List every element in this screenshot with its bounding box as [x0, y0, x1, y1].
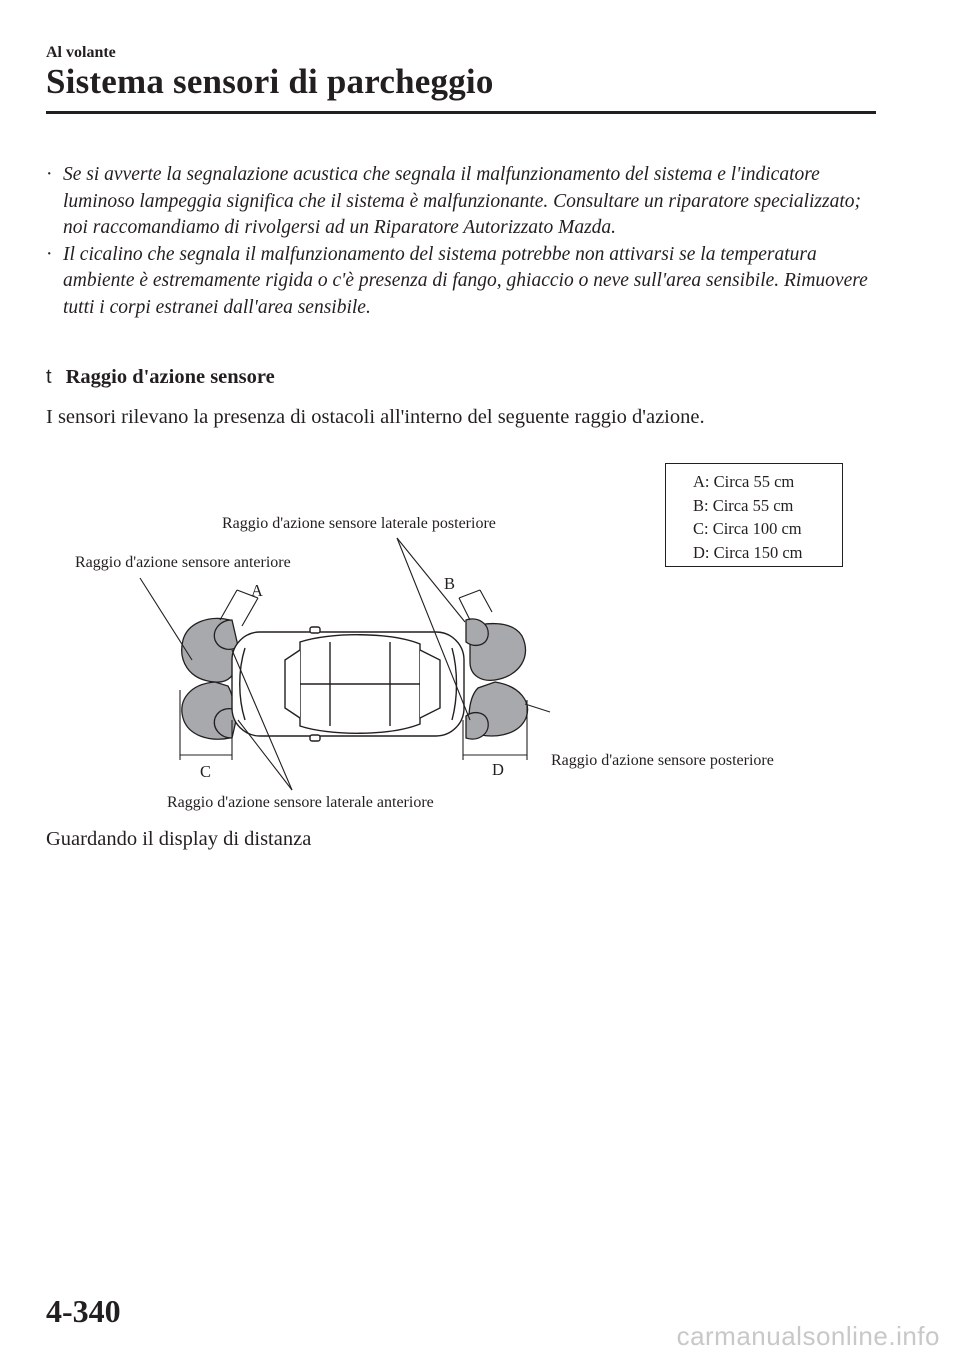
- subsection-heading: [46, 366, 275, 389]
- label-rear-range: Raggio d'azione sensore posteriore: [551, 752, 774, 769]
- note-text: Il cicalino che segnala il malfunzionamento del sistema potrebbe non attivarsi se la temperatura ambiente è estremamente rigida o c'è presenza di fango, ghiaccio o neve sull'area sensibile. Rimuovere tutti i corpi estranei dall'area sensibile.: [63, 243, 868, 318]
- rear-side-zone-upper: [466, 619, 488, 645]
- page-title: Sistema sensori di parcheggio: [46, 62, 494, 101]
- subsection-title: Raggio d'azione sensore: [65, 366, 275, 388]
- letter-a: A: [251, 581, 263, 600]
- letter-c: C: [200, 762, 212, 781]
- distance-display-caption: Guardando il display di distanza: [46, 828, 312, 850]
- note-item: [46, 162, 876, 242]
- intro-paragraph: I sensori rilevano la presenza di ostacoli all'interno del seguente raggio d'azione.: [46, 406, 705, 428]
- label-rear-side-range: Raggio d'azione sensore laterale posteriore: [222, 515, 496, 532]
- sensor-range-figure: [0, 450, 960, 830]
- label-front-side-range: Raggio d'azione sensore laterale anteriore: [167, 794, 434, 811]
- label-front-range: Raggio d'azione sensore anteriore: [75, 554, 291, 571]
- legend-item-d: D: Circa 150 cm: [693, 542, 803, 562]
- letter-b: B: [444, 574, 456, 593]
- legend-item-c: C: Circa 100 cm: [693, 519, 802, 538]
- car-outline: [232, 627, 464, 741]
- bullet: ·: [46, 243, 53, 265]
- subsection-marker: t: [46, 366, 52, 388]
- watermark: carmanualsonline.info: [676, 1321, 940, 1351]
- title-rule: [46, 111, 876, 114]
- letter-d: D: [492, 760, 504, 779]
- section-label: Al volante: [46, 44, 116, 61]
- distance-legend: [665, 463, 843, 567]
- notes-list: [46, 162, 876, 321]
- note-item: [46, 242, 876, 322]
- bullet: ·: [46, 164, 53, 185]
- page-number: 4-340: [46, 1293, 121, 1329]
- note-text: Se si avverte la segnalazione acustica che segnala il malfunzionamento del sistema e l'indicatore luminoso lampeggia significa che il sistema è malfunzionante. Consultare un riparatore specializzato; noi raccomandiamo di rivolgersi ad un Riparatore Autorizzato Mazda.: [63, 164, 862, 238]
- legend-item-b: B: Circa 55 cm: [693, 495, 794, 515]
- legend-item-a: A: Circa 55 cm: [693, 472, 795, 491]
